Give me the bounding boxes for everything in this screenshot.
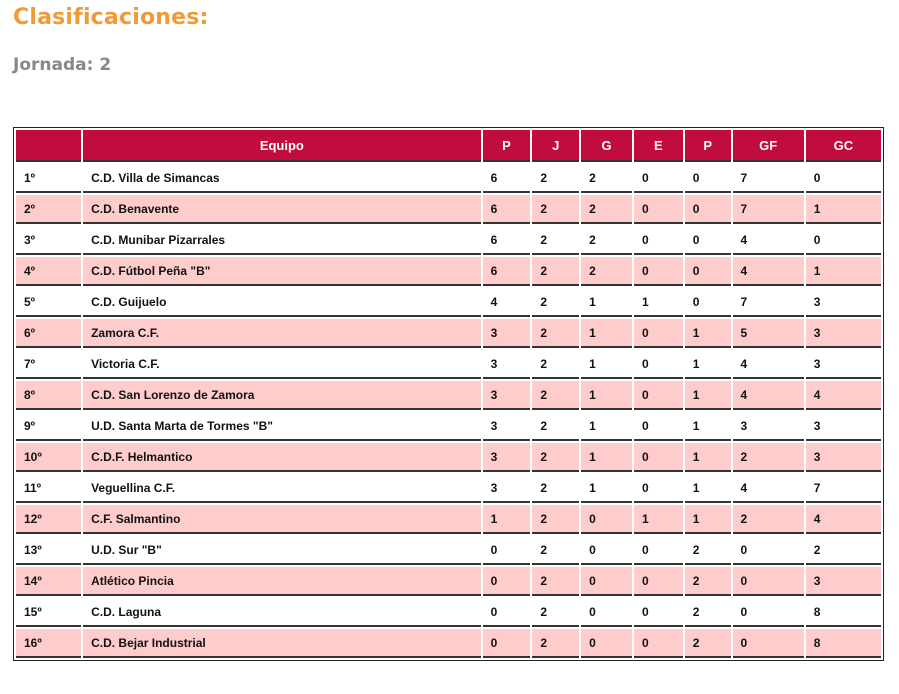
cell-position: 3º [16,226,81,255]
cell-drawn: 0 [634,226,683,255]
cell-points: 4 [483,288,531,317]
cell-won: 1 [581,319,632,348]
cell-position: 13º [16,536,81,565]
table-row [16,567,881,596]
cell-points: 3 [483,381,531,410]
cell-position: 2º [16,195,81,224]
cell-goals-for: 0 [733,536,804,565]
cell-drawn: 0 [634,443,683,472]
header-won: G [581,130,632,162]
cell-points: 3 [483,319,531,348]
cell-position: 4º [16,257,81,286]
cell-goals-against: 2 [806,536,881,565]
cell-won: 2 [581,164,632,193]
cell-lost: 2 [685,629,731,658]
cell-points: 6 [483,164,531,193]
cell-won: 0 [581,629,632,658]
cell-position: 5º [16,288,81,317]
cell-goals-for: 7 [733,195,804,224]
cell-goals-for: 0 [733,629,804,658]
cell-played: 2 [532,226,579,255]
cell-drawn: 0 [634,598,683,627]
table-row [16,288,881,317]
cell-won: 1 [581,474,632,503]
cell-drawn: 1 [634,288,683,317]
cell-points: 6 [483,257,531,286]
cell-drawn: 0 [634,164,683,193]
cell-won: 2 [581,226,632,255]
cell-goals-for: 4 [733,350,804,379]
table-row [16,226,881,255]
cell-position: 7º [16,350,81,379]
cell-lost: 1 [685,505,731,534]
cell-team: C.D. Munibar Pizarrales [83,226,481,255]
cell-goals-for: 4 [733,226,804,255]
cell-drawn: 0 [634,474,683,503]
cell-points: 6 [483,226,531,255]
cell-goals-against: 4 [806,505,881,534]
table-row [16,536,881,565]
cell-points: 0 [483,536,531,565]
cell-lost: 1 [685,381,731,410]
cell-won: 1 [581,381,632,410]
cell-lost: 0 [685,226,731,255]
cell-lost: 1 [685,319,731,348]
cell-won: 1 [581,443,632,472]
cell-drawn: 0 [634,257,683,286]
cell-goals-against: 8 [806,629,881,658]
cell-position: 6º [16,319,81,348]
cell-played: 2 [532,629,579,658]
table-row [16,443,881,472]
cell-played: 2 [532,505,579,534]
cell-goals-against: 3 [806,288,881,317]
cell-won: 1 [581,288,632,317]
header-row [16,130,881,162]
cell-goals-for: 3 [733,412,804,441]
table-row [16,598,881,627]
cell-position: 12º [16,505,81,534]
cell-played: 2 [532,474,579,503]
cell-drawn: 0 [634,629,683,658]
table-row [16,412,881,441]
cell-position: 10º [16,443,81,472]
jornada-label: Jornada: 2 [13,55,112,75]
cell-team: C.D. San Lorenzo de Zamora [83,381,481,410]
cell-team: C.D. Benavente [83,195,481,224]
cell-won: 1 [581,350,632,379]
cell-played: 2 [532,412,579,441]
cell-lost: 0 [685,257,731,286]
cell-goals-for: 2 [733,505,804,534]
cell-goals-against: 3 [806,412,881,441]
cell-drawn: 0 [634,381,683,410]
header-played: J [532,130,579,162]
cell-played: 2 [532,350,579,379]
cell-points: 3 [483,350,531,379]
header-position [16,130,81,162]
cell-lost: 1 [685,412,731,441]
table-row [16,350,881,379]
cell-drawn: 0 [634,567,683,596]
table-row [16,381,881,410]
cell-goals-for: 7 [733,288,804,317]
cell-points: 3 [483,474,531,503]
cell-drawn: 0 [634,412,683,441]
cell-team: Veguellina C.F. [83,474,481,503]
cell-goals-against: 3 [806,567,881,596]
cell-drawn: 0 [634,319,683,348]
cell-points: 0 [483,567,531,596]
header-lost: P [685,130,731,162]
cell-played: 2 [532,567,579,596]
cell-team: Victoria C.F. [83,350,481,379]
cell-position: 16º [16,629,81,658]
header-goals-against: GC [806,130,881,162]
cell-goals-against: 8 [806,598,881,627]
cell-points: 6 [483,195,531,224]
cell-goals-for: 5 [733,319,804,348]
cell-team: C.D. Bejar Industrial [83,629,481,658]
cell-goals-for: 0 [733,598,804,627]
table-body [16,164,881,658]
cell-position: 15º [16,598,81,627]
cell-drawn: 0 [634,350,683,379]
cell-drawn: 1 [634,505,683,534]
cell-goals-for: 7 [733,164,804,193]
cell-goals-against: 1 [806,257,881,286]
table-row [16,195,881,224]
cell-points: 0 [483,598,531,627]
cell-position: 14º [16,567,81,596]
header-team: Equipo [83,130,481,162]
cell-played: 2 [532,164,579,193]
table-row [16,164,881,193]
cell-points: 0 [483,629,531,658]
cell-team: C.D. Laguna [83,598,481,627]
cell-goals-against: 4 [806,381,881,410]
standings-table [13,127,884,661]
cell-position: 11º [16,474,81,503]
cell-goals-against: 3 [806,443,881,472]
cell-goals-against: 3 [806,319,881,348]
cell-played: 2 [532,598,579,627]
cell-position: 9º [16,412,81,441]
cell-won: 0 [581,598,632,627]
cell-played: 2 [532,195,579,224]
table-row [16,629,881,658]
cell-team: U.D. Santa Marta de Tormes "B" [83,412,481,441]
cell-goals-against: 3 [806,350,881,379]
cell-lost: 2 [685,536,731,565]
cell-lost: 0 [685,288,731,317]
cell-position: 1º [16,164,81,193]
cell-goals-for: 0 [733,567,804,596]
header-goals-for: GF [733,130,804,162]
cell-team: C.F. Salmantino [83,505,481,534]
cell-won: 0 [581,536,632,565]
cell-played: 2 [532,443,579,472]
cell-team: C.D. Villa de Simancas [83,164,481,193]
table-row [16,474,881,503]
cell-team: C.D. Fútbol Peña "B" [83,257,481,286]
cell-played: 2 [532,319,579,348]
cell-played: 2 [532,381,579,410]
cell-won: 2 [581,195,632,224]
cell-lost: 1 [685,350,731,379]
cell-drawn: 0 [634,536,683,565]
header-drawn: E [634,130,683,162]
table-row [16,319,881,348]
cell-won: 2 [581,257,632,286]
cell-points: 1 [483,505,531,534]
cell-lost: 2 [685,598,731,627]
cell-goals-against: 0 [806,226,881,255]
header-points: P [483,130,531,162]
cell-team: Atlético Pincia [83,567,481,596]
cell-goals-for: 4 [733,381,804,410]
cell-goals-for: 4 [733,257,804,286]
cell-team: C.D.F. Helmantico [83,443,481,472]
cell-lost: 1 [685,443,731,472]
page-title: Clasificaciones: [13,5,209,30]
table-row [16,505,881,534]
cell-team: C.D. Guijuelo [83,288,481,317]
cell-goals-against: 0 [806,164,881,193]
cell-won: 1 [581,412,632,441]
cell-played: 2 [532,257,579,286]
table-row [16,257,881,286]
cell-points: 3 [483,443,531,472]
cell-lost: 1 [685,474,731,503]
cell-played: 2 [532,536,579,565]
cell-drawn: 0 [634,195,683,224]
cell-won: 0 [581,505,632,534]
cell-team: U.D. Sur "B" [83,536,481,565]
cell-won: 0 [581,567,632,596]
cell-goals-for: 2 [733,443,804,472]
cell-lost: 0 [685,195,731,224]
cell-goals-against: 7 [806,474,881,503]
cell-goals-for: 4 [733,474,804,503]
cell-position: 8º [16,381,81,410]
cell-played: 2 [532,288,579,317]
cell-goals-against: 1 [806,195,881,224]
cell-lost: 2 [685,567,731,596]
cell-lost: 0 [685,164,731,193]
cell-team: Zamora C.F. [83,319,481,348]
cell-points: 3 [483,412,531,441]
